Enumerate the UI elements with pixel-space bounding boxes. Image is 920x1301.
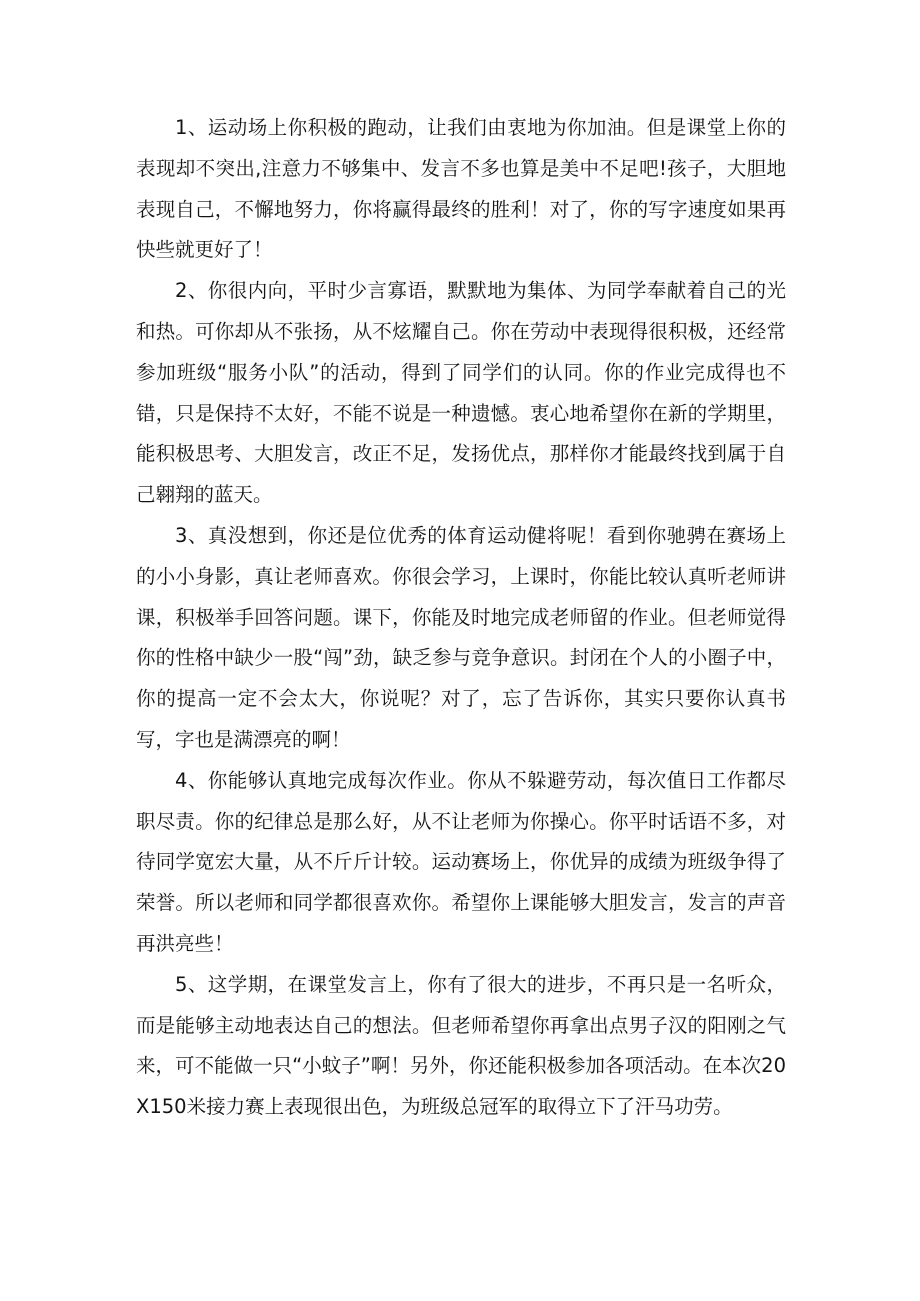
paragraph-4: 4、你能够认真地完成每次作业。你从不躲避劳动，每次值日工作都尽职尽责。你的纪律总是那么好，从不让老师为你操心。你平时话语不多，对待同学宽宏大量，从不斤斤计较。运动赛场上，你优异的成绩为班级争得了荣誉。所以老师和同学都很喜欢你。希望你上课能够大胆发言，发言的声音再洪亮些！ <box>136 768 786 955</box>
paragraph-2: 2、你很内向，平时少言寡语，默默地为集体、为同学奉献着自己的光和热。可你却从不张扬，从不炫耀自己。你在劳动中表现得很积极，还经常参加班级“服务小队”的活动，得到了同学们的认同。你的作业完成得也不错，只是保持不太好，不能不说是一种遗憾。衷心地希望你在新的学期里，能积极思考、大胆发言，改正不足，发扬优点，那样你才能最终找到属于自己翱翔的蓝天。 <box>136 279 786 507</box>
document-body <box>136 108 786 1128</box>
paragraph-3: 3、真没想到，你还是位优秀的体育运动健将呢！看到你驰骋在赛场上的小小身影，真让老师喜欢。你很会学习，上课时，你能比较认真听老师讲课，积极举手回答问题。课下，你能及时地完成老师留的作业。但老师觉得你的性格中缺少一股“闯”劲，缺乏参与竞争意识。封闭在个人的小圈子中，你的提高一定不会太大，你说呢？对了，忘了告诉你，其实只要你认真书写，字也是满漂亮的啊！ <box>136 523 786 751</box>
paragraph-5: 5、这学期，在课堂发言上，你有了很大的进步，不再只是一名听众，而是能够主动地表达自己的想法。但老师希望你再拿出点男子汉的阳刚之气来，可不能做一只“小蚊子”啊！另外，你还能积极参加各项活动。在本次20X150米接力赛上表现很出色，为班级总冠军的取得立下了汗马功劳。 <box>136 972 786 1119</box>
paragraph-1: 1、运动场上你积极的跑动，让我们由衷地为你加油。但是课堂上你的表现却不突出,注意力不够集中、发言不多也算是美中不足吧!孩子，大胆地表现自己，不懈地努力，你将赢得最终的胜利！对了，你的写字速度如果再快些就更好了！ <box>136 116 786 262</box>
